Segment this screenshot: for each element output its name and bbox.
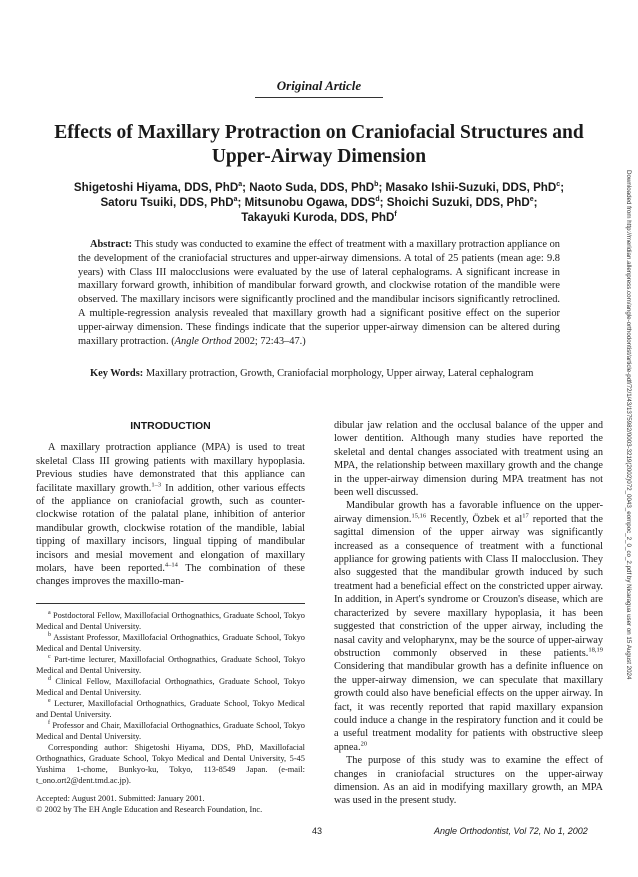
keywords-text: Maxillary protraction, Growth, Craniofacial morphology, Upper airway, Lateral cephalogram [145, 368, 534, 379]
abstract [78, 238, 560, 348]
article-title [30, 121, 608, 169]
footnote: $^c$ Part-time lecturer, Maxillofacial Orthognathics, Graduate School, Tokyo Medical and Dental University. [36, 654, 306, 675]
footnote-rule [36, 603, 305, 604]
author: Shigetoshi Hiyama, DDS, PhD [73, 181, 239, 194]
keywords [78, 367, 560, 381]
author: Shoichi Suzuki, DDS, PhD [386, 196, 530, 209]
left-column [36, 418, 305, 815]
footnote: $^b$ Assistant Professor, Maxillofacial Orthognathics, Graduate School, Tokyo Medical and Dental University. [36, 632, 305, 653]
paragraph: Mandibular growth has a favorable influence on the upper-airway dimension.$^{15,16}$ Recently, Özbek et $al^{17}$ reported that the sagittal dimension of the upper airway was significantly increased as a consequence of treatment with a functional appliance for growing patients with Class II malocclusion. They also suggested that the mandibular growth induced by such treatment had a beneficial effect on the constricted upper airway. In addition, in Apert's syndrome or Crouzon's disease, which are characterized by severe maxillary hypoplasia, it has been suggested that constriction of the upper airway, including the nasal cavity and velopharynx, may be the source of upper-airway obstruction commonly observed in these patients.$^{18,19}$ Considering that mandibular growth has a definite influence on the upper-airway dimension, we can speculate that maxillary growth could also have beneficial effects on the upper airway. In fact, it was recently reported that rapid maxillary expansion could induce a change in the respiratory function and it could be a useful treatment modality for patients with obstructive sleep apnea.$^{20}$ [334, 500, 603, 753]
author: Naoto Suda, DDS, PhD [249, 181, 375, 194]
copyright: © 2002 by The EH Angle Education and Research Foundation, Inc. [36, 804, 263, 814]
title-line-2: Upper-Airway Dimension [211, 146, 427, 167]
abstract-label: Abstract: [90, 239, 133, 250]
paragraph: The purpose of this study was to examine the effect of changes in craniofacial structures on the upper-airway dimension. As an aid in modifying maxillary growth, an MPA was used in the present study. [334, 755, 603, 807]
intro-heading: INTRODUCTION [130, 420, 211, 432]
dates [36, 793, 305, 815]
abstract-text: This study was conducted to examine the effect of treatment with a maxillary protraction appliance on the development of the craniofacial structures and upper-airway dimensions. A total of 25 patients (mean age: 9.8 years) with Class III malocclusions were evaluated by the use of lateral cephalograms. A significant increase in maxillary forward growth, inhibition of mandibular forward growth, and clockwise rotation of the mandible were observed. The maxillary incisors were significantly proclined and the mandibular incisors significantly retroclined. A multiple-regression analysis revealed that maxillary growth had a significant positive effect on the superior upper-airway dimension. These findings indicate that the superior upper-airway dimension can be altered during maxillary protraction. ( [78, 239, 560, 347]
footnote: $^f$ Professor and Chair, Maxillofacial Orthognathics, Graduate School, Tokyo Medical and Dental University. [36, 720, 305, 741]
author: Takayuki Kuroda, DDS, PhD [241, 211, 395, 224]
footnote: $^d$ Clinical Fellow, Maxillofacial Orthognathics, Graduate School, Tokyo Medical and Dental University. [36, 676, 305, 697]
journal-footer: Angle Orthodontist, Vol 72, No 1, 2002 [434, 826, 588, 836]
section-label: Original Article [276, 78, 362, 93]
footnote: $^e$ Lecturer, Maxillofacial Orthognathics, Graduate School, Tokyo Medical and Dental University. [36, 698, 305, 719]
author: Masako Ishii-Suzuki, DDS, PhD [385, 181, 557, 194]
author-list: Shigetoshi Hiyama, DDS, PhD$^a$; Naoto Suda, DDS, PhD$^b$; Masako Ishii-Suzuki, DDS, PhD$^c$; Satoru Tsuiki, DDS, PhD$^a$; Mitsunobu Ogawa, DDS$^d$; Shoichi Suzuki, DDS, PhD$^e$; Takayuki Kuroda, DDS, PhD$^f$ [73, 181, 565, 224]
accepted-date: Accepted: August 2001. Submitted: January 2001. [36, 793, 205, 803]
paragraph: A maxillary protraction appliance (MPA) is used to treat skeletal Class III growing patients with maxillary hypoplasia. Previous studies have demonstrated that this appliance can facilitate maxillary growth.$^{1-3}$ In addition, other various effects of the appliance on craniofacial growth, such as counter-clockwise rotation of the palatal plane, inhibition of anterior mandibular growth, clockwise rotation of the mandible, labial tipping of maxillary incisors, lingual tipping of mandibular incisors and mesial movement and elongation of maxillary molars, have been reported.$^{4-14}$ The combination of these changes improves the maxillo-man- [36, 442, 306, 588]
section-rule [255, 97, 383, 98]
title-line-1: Effects of Maxillary Protraction on Craniofacial Structures and [54, 122, 584, 143]
abstract-journal: Angle Orthod [174, 335, 232, 347]
abstract-citation: 2002; 72:43–47.) [231, 335, 306, 347]
right-column [334, 419, 603, 808]
author: Satoru Tsuiki, DDS, PhD [100, 196, 234, 209]
keywords-label: Key Words: [90, 368, 144, 379]
paragraph: dibular jaw relation and the occlusal balance of the upper and lower dentition. Although many studies have reported the skeletal and dental changes associated with treatment using an MPA, the relationship between maxillary growth and the change in the upper-airway dimension during MPA treatment has not been well discussed. [334, 420, 603, 499]
corresponding-author: Corresponding author: Shigetoshi Hiyama, DDS, PhD, Maxillofacial Orthognathics, Graduate School, Tokyo Medical and Dental University, 5-45 Yushima 1-chome, Bunkyo-ku, Tokyo, 113-8549 Japan. (e-mail: t_ono.ort2@dent.tmd.ac.jp). [36, 742, 305, 785]
footnote: $^a$ Postdoctoral Fellow, Maxillofacial Orthognathics, Graduate School, Tokyo Medical and Dental University. [36, 610, 305, 631]
author: Mitsunobu Ogawa, DDS [244, 196, 376, 209]
page-number: 43 [312, 826, 323, 836]
